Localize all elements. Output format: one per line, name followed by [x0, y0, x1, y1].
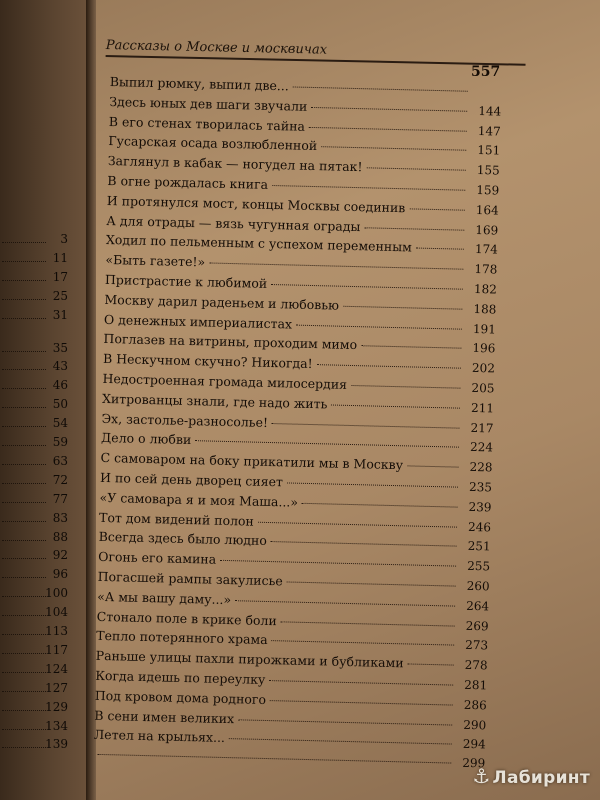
left-dot-leader — [2, 691, 46, 692]
toc-entry-title: Эх, застолье-разносолье! — [101, 410, 269, 430]
left-page-number: 134 — [45, 718, 68, 733]
toc-entry-title: В его стенах творилась тайна — [108, 113, 306, 134]
dot-leader — [408, 664, 454, 666]
toc-entry-title: «А мы вашу даму...» — [97, 588, 232, 607]
dot-leader — [270, 700, 453, 705]
toc-entry-title: Заглянул в кабак — ногудел на пятак! — [107, 153, 363, 175]
dot-leader — [195, 441, 459, 448]
left-page-number: 35 — [52, 340, 68, 355]
toc-entry-page: 205 — [471, 380, 495, 396]
toc-entry-page: 169 — [475, 222, 499, 238]
toc-entry-page: 269 — [465, 618, 489, 633]
dot-leader — [407, 466, 458, 468]
toc-entry-page: 294 — [462, 737, 486, 752]
toc-entry-page: 286 — [463, 697, 487, 713]
left-dot-leader — [2, 521, 46, 522]
toc-entry-page: 202 — [471, 361, 496, 376]
left-dot-leader — [2, 729, 46, 730]
left-page-number: 3 — [60, 232, 68, 246]
toc-entry-page: 278 — [464, 657, 488, 673]
toc-entry-title: И протянулся мост, концы Москвы соединив — [106, 192, 406, 216]
left-page-number: 139 — [45, 737, 68, 752]
left-dot-leader — [2, 483, 46, 484]
left-dot-leader — [2, 502, 46, 503]
dot-leader — [271, 284, 463, 290]
toc-entry-title: Хитрованцы знали, где надо жить — [101, 390, 328, 412]
watermark-text: Лабиринт — [492, 768, 590, 788]
left-dot-leader — [2, 577, 46, 578]
toc-entry-page: 191 — [472, 321, 497, 337]
toc-entry-page: 155 — [476, 163, 500, 178]
dot-leader — [331, 404, 460, 408]
toc-entry-page: 188 — [473, 301, 497, 317]
toc-entry-page: 239 — [468, 499, 492, 515]
left-dot-leader — [2, 653, 46, 654]
left-dot-leader — [2, 710, 46, 711]
labyrinth-logo-icon: ⚓ — [472, 764, 491, 788]
left-page-number: 54 — [52, 416, 68, 431]
table-of-contents — [93, 74, 502, 776]
toc-entry-page: 299 — [462, 755, 486, 771]
left-page-number: 92 — [52, 548, 68, 563]
toc-entry-title: Когда идешь по переулку — [95, 667, 266, 687]
dot-leader — [272, 640, 454, 645]
dot-leader — [281, 621, 455, 626]
left-page-number: 63 — [52, 453, 68, 468]
toc-entry-title: А для отрады — вязь чугунная ограды — [106, 212, 361, 234]
toc-entry-page: 159 — [476, 182, 500, 198]
left-page-number: 124 — [45, 661, 68, 676]
toc-entry-page: 144 — [478, 103, 502, 119]
watermark-logo — [472, 764, 590, 788]
left-dot-leader — [2, 615, 46, 616]
toc-entry-page: 235 — [468, 479, 493, 495]
toc-entry-page: 228 — [469, 460, 493, 475]
toc-entry-title: В сени имен великих — [94, 707, 235, 726]
toc-entry-title: «Быть газете!» — [105, 252, 206, 270]
toc-entry-page: 246 — [467, 519, 492, 534]
left-page-number: 46 — [52, 378, 68, 393]
dot-leader — [271, 541, 457, 547]
dot-leader — [296, 324, 462, 329]
toc-entry-title: «У самовара я и моя Маша...» — [99, 489, 299, 510]
dot-leader — [416, 248, 464, 250]
toc-entry-title: И по сей день дворец сияет — [99, 469, 284, 490]
toc-entry-page: 196 — [472, 341, 496, 356]
toc-entry-page: 264 — [466, 598, 490, 614]
left-page-number: 113 — [45, 624, 68, 638]
left-dot-leader — [2, 540, 46, 541]
dot-leader — [272, 423, 459, 429]
left-dot-leader — [2, 388, 46, 389]
left-page-number: 72 — [52, 472, 68, 487]
toc-entry-title: О денежных империалистах — [103, 311, 293, 332]
toc-entry-title: Раньше улицы пахли пирожками и бубликами — [95, 647, 404, 671]
left-dot-leader — [2, 261, 46, 262]
toc-entry-page — [472, 95, 502, 96]
left-dot-leader — [2, 445, 46, 446]
toc-entry-page: 217 — [470, 420, 494, 436]
left-page-number: 96 — [52, 567, 68, 582]
toc-entry-page: 290 — [463, 717, 487, 732]
left-dot-leader — [2, 596, 46, 597]
toc-entry-title: Поглазев на витрины, проходим мимо — [103, 331, 358, 353]
dot-leader — [343, 306, 462, 310]
toc-entry-title: С самоваром на боку прикатили мы в Москву — [100, 450, 404, 473]
dot-leader — [229, 738, 452, 744]
left-dot-leader — [2, 464, 46, 465]
toc-entry-page: 273 — [465, 638, 489, 653]
toc-entry-page: 151 — [477, 143, 501, 158]
dot-leader — [220, 560, 456, 567]
toc-entry-title: Москву дарил раденьем и любовью — [104, 291, 340, 313]
left-dot-leader — [2, 672, 46, 673]
dot-leader — [321, 147, 466, 152]
dot-leader — [293, 86, 468, 91]
dot-leader — [269, 680, 453, 685]
toc-entry-title: Гусарская осада возлюбленной — [108, 133, 318, 154]
left-dot-leader — [2, 634, 46, 635]
dot-leader — [97, 754, 451, 764]
toc-entry-title: Под кровом дома родного — [94, 687, 267, 707]
left-page-number: 77 — [52, 491, 68, 506]
dot-leader — [364, 227, 464, 230]
toc-entry-title: Всегда здесь было людно — [98, 529, 268, 549]
dot-leader — [272, 185, 465, 191]
left-page-number: 88 — [52, 529, 68, 544]
toc-entry-title: В огне рождалась книга — [107, 172, 269, 192]
left-page-number: 100 — [45, 586, 68, 601]
toc-entry-title: Летел на крыльях... — [93, 727, 226, 746]
left-dot-leader — [2, 407, 46, 408]
toc-entry-title: Здесь юных дев шаги звучали — [109, 93, 308, 114]
left-page-number: 17 — [52, 269, 68, 284]
left-page-number: 129 — [45, 699, 68, 714]
toc-entry-title: Дело о любви — [100, 430, 192, 448]
left-dot-leader — [2, 318, 46, 319]
left-page — [0, 0, 88, 800]
toc-entry-title: Погасшей рампы закулисье — [97, 568, 283, 589]
toc-entry-page: 224 — [469, 440, 494, 455]
dot-leader — [361, 346, 461, 349]
dot-leader — [238, 719, 452, 725]
running-title: Рассказы о Москве и москвичах — [106, 38, 526, 66]
left-page-number: 25 — [52, 288, 68, 303]
left-page-number: 50 — [52, 397, 68, 412]
toc-entry-title: Стонало поле в крике боли — [96, 608, 277, 628]
dot-leader — [287, 482, 458, 487]
left-dot-leader — [2, 747, 46, 748]
toc-entry-page: 174 — [474, 242, 498, 257]
left-page-number: 127 — [45, 680, 68, 695]
dot-leader — [302, 503, 458, 508]
toc-entry-title: Тот дом видений полон — [98, 509, 255, 529]
dot-leader — [287, 581, 456, 586]
toc-entry-page: 260 — [466, 578, 490, 594]
toc-entry-title: В Нескучном скучно? Никогда! — [102, 351, 313, 372]
toc-entry-title: Выпил рюмку, выпил две... — [109, 74, 289, 94]
toc-entry-page: 182 — [473, 281, 498, 297]
toc-entry-page: 251 — [467, 539, 491, 554]
toc-entry-page: 281 — [464, 677, 488, 693]
left-dot-leader — [2, 426, 46, 427]
toc-entry-page: 211 — [470, 400, 495, 416]
dot-leader — [317, 364, 461, 369]
left-page-number: 31 — [52, 307, 68, 322]
left-dot-leader — [2, 280, 46, 281]
dot-leader — [309, 126, 467, 131]
dot-leader — [366, 167, 465, 170]
left-page-number: 104 — [45, 605, 68, 620]
left-dot-leader — [2, 242, 46, 243]
left-dot-leader — [2, 369, 46, 370]
dot-leader — [409, 208, 464, 210]
toc-entry-page: 164 — [475, 202, 499, 218]
page-number: 557 — [471, 64, 501, 80]
toc-entry-title: Недостроенная громада милосердия — [102, 370, 348, 392]
toc-entry-page: 255 — [467, 559, 491, 574]
dot-leader — [209, 263, 463, 270]
left-dot-leader — [2, 351, 46, 352]
left-dot-leader — [2, 558, 46, 559]
left-page-number: 11 — [52, 250, 68, 265]
toc-entry-page: 147 — [477, 123, 501, 139]
toc-entry-title: Ходил по пельменным с успехом переменным — [105, 232, 413, 255]
left-page-number: 59 — [52, 435, 68, 449]
left-page-number: 117 — [45, 642, 68, 657]
toc-entry-title: Пристрастие к любимой — [104, 271, 268, 291]
left-page-number: 43 — [52, 359, 68, 374]
left-dot-leader — [2, 299, 46, 300]
right-page — [93, 0, 600, 800]
toc-entry-page: 178 — [474, 262, 498, 277]
toc-entry-title: Огонь его камина — [98, 548, 217, 567]
left-page-number: 83 — [52, 510, 68, 525]
toc-entry-title: Тепло потерянного храма — [96, 628, 268, 648]
dot-leader — [235, 600, 455, 606]
dot-leader — [311, 107, 467, 112]
dot-leader — [351, 385, 460, 389]
dot-leader — [258, 521, 457, 527]
